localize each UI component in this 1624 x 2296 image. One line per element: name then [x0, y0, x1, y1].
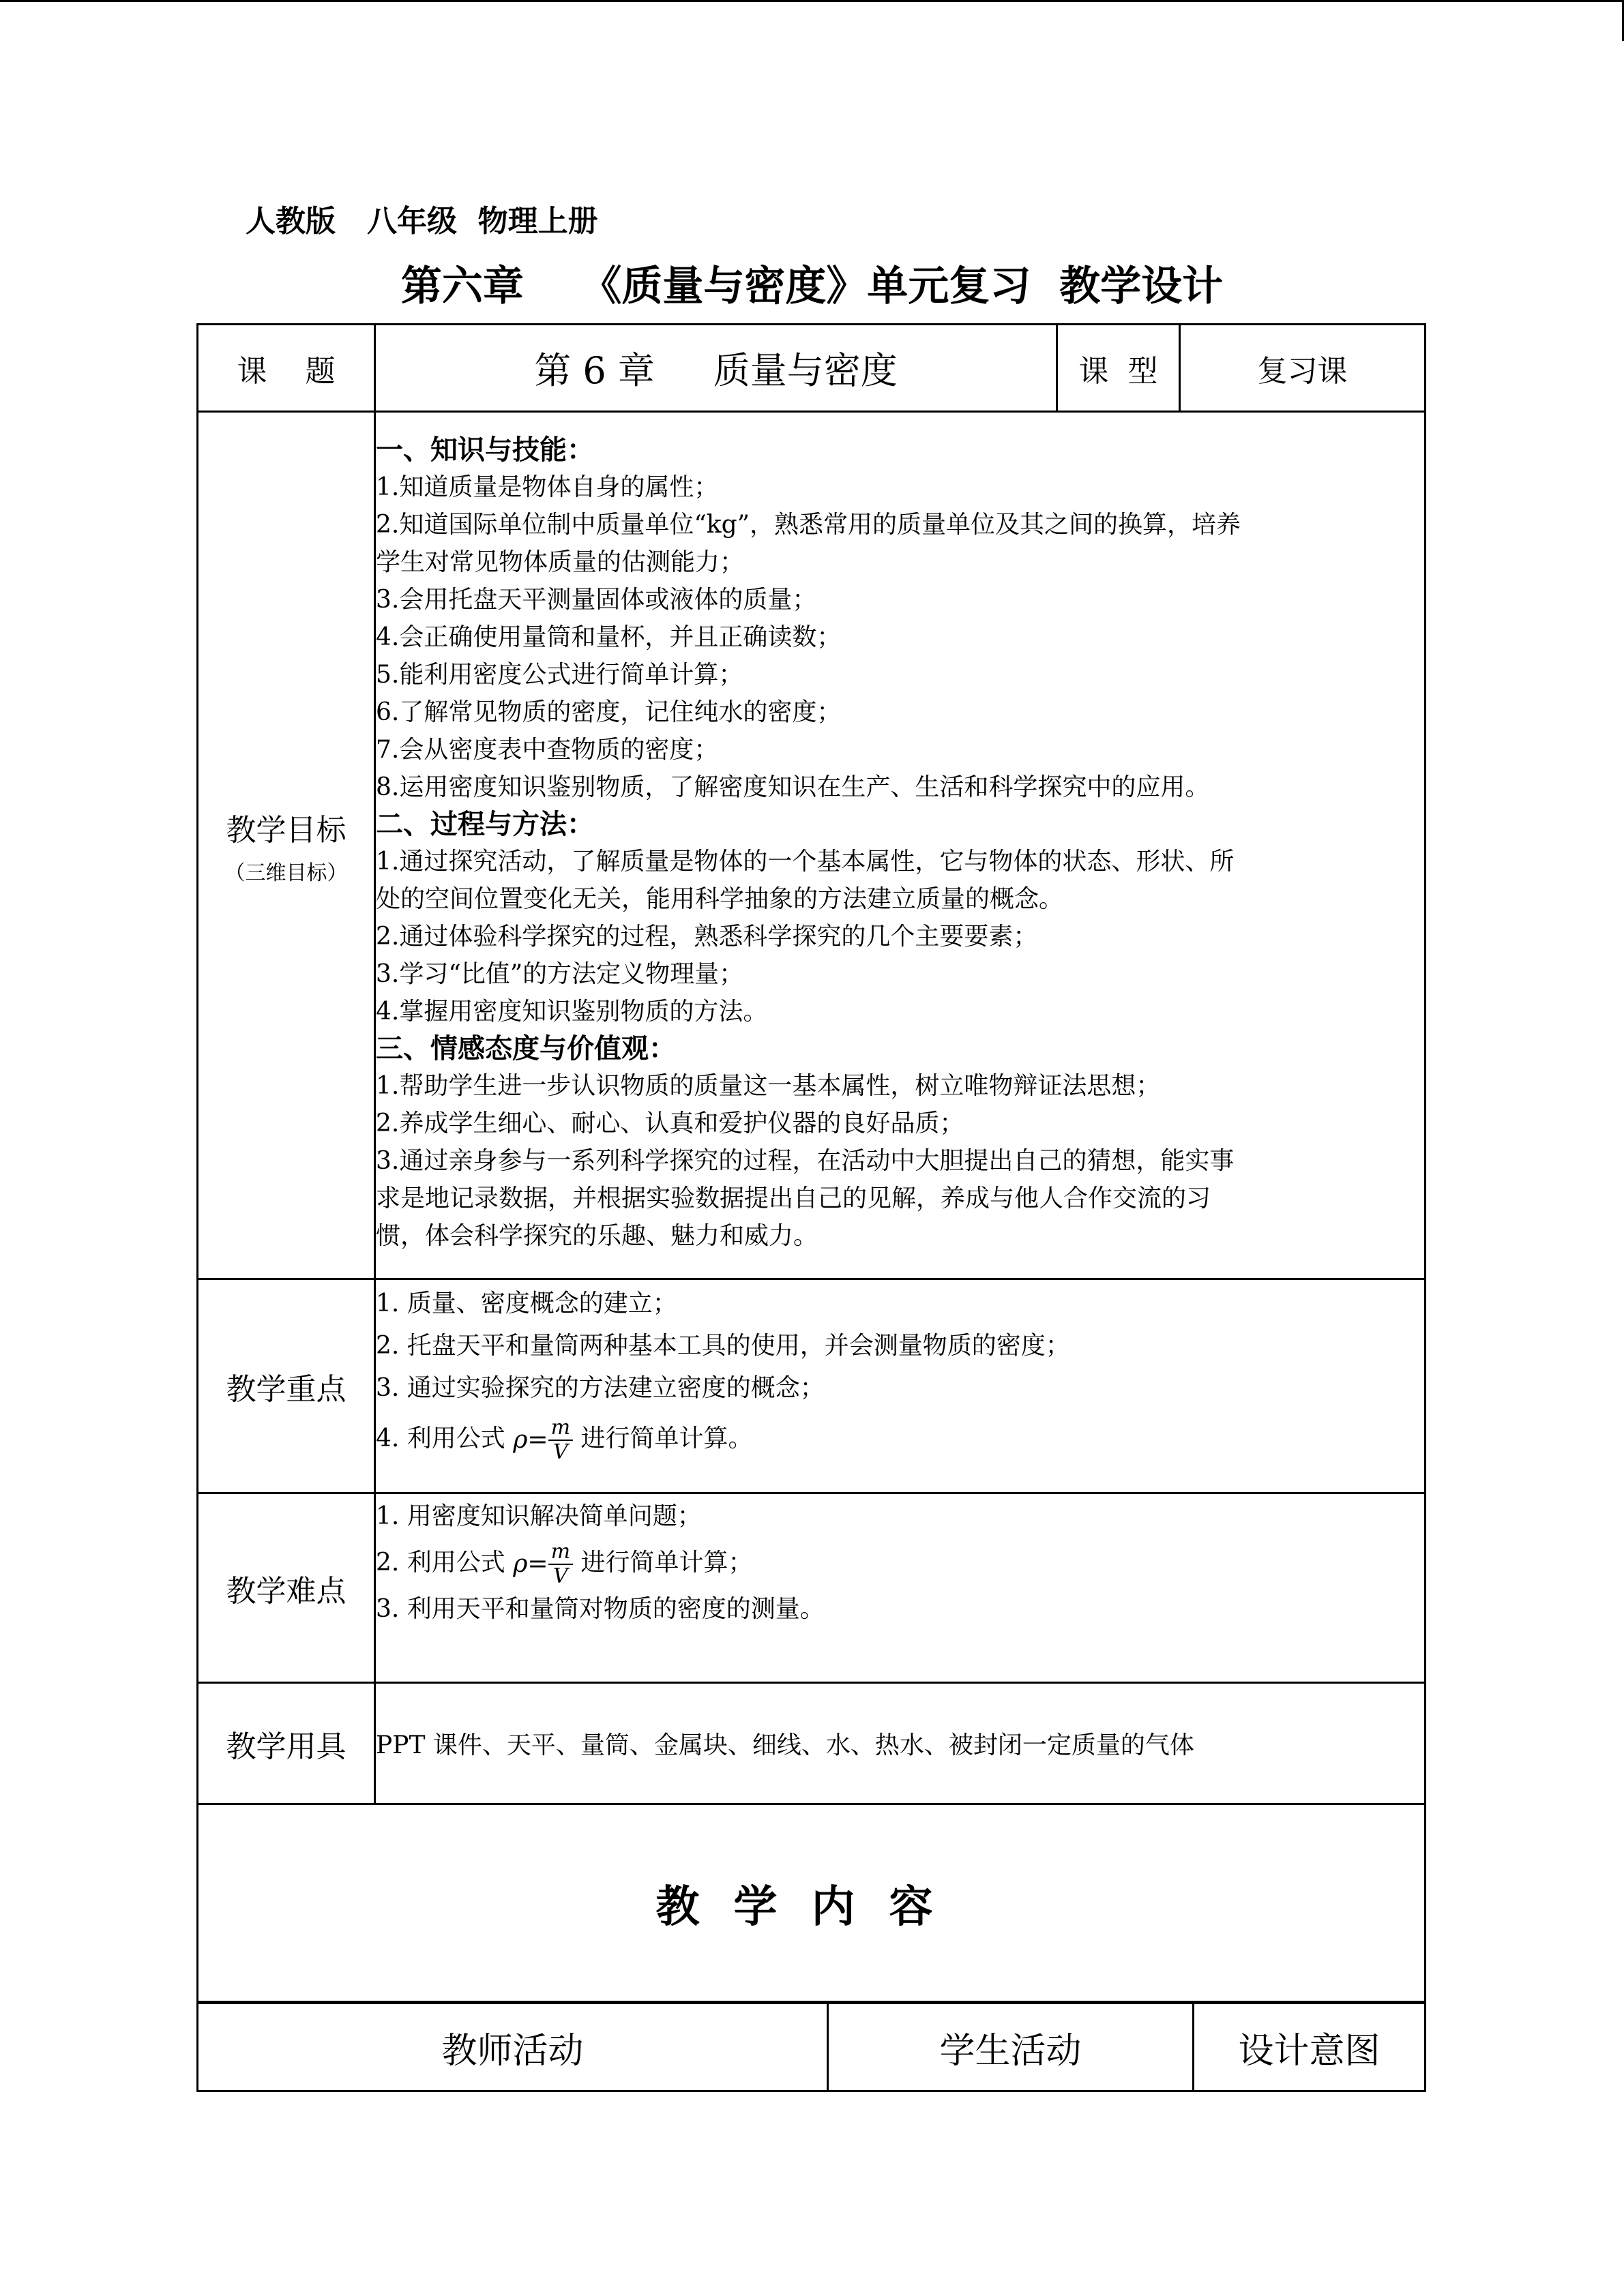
objective-line: 学生对常见物体质量的估测能力； [376, 548, 745, 576]
teacher-activity-header: 教师活动 [198, 2003, 828, 2091]
objective-line: 2.知道国际单位制中质量单位“kg”，熟悉常用的质量单位及其之间的换算，培养 [376, 511, 1241, 539]
objective-line: 求是地记录数据，并根据实验数据提出自己的见解，养成与他人合作交流的习 [376, 1184, 1211, 1212]
content-title: 教学内容 [198, 1804, 1426, 2002]
formula-numerator: m [548, 1540, 573, 1565]
topic-value: 第 6 章 质量与密度 [375, 325, 1057, 412]
difficulty-item: 1. 用密度知识解决简单问题； [376, 1502, 702, 1530]
density-formula [513, 1416, 573, 1464]
objective-line: 2.养成学生细心、耐心、认真和爱护仪器的良好品质； [376, 1109, 964, 1137]
formula-suffix: 进行简单计算。 [573, 1425, 753, 1452]
edition-line: 人教版 八年级 物理上册 [246, 204, 598, 239]
formula-denominator: V [552, 1440, 568, 1464]
type-value: 复习课 [1180, 325, 1426, 412]
formula-fraction [548, 1540, 573, 1588]
document-title: 第六章 《质量与密度》单元复习 教学设计 [400, 263, 1224, 310]
objective-line: 5.能利用密度公式进行简单计算； [376, 661, 743, 689]
topic-label: 课 题 [198, 325, 375, 412]
formula-rho: ρ= [513, 1426, 548, 1454]
tools-row [198, 1683, 1426, 1804]
objective-line: 1.帮助学生进一步认识物质的质量这一基本属性，树立唯物辩证法思想； [376, 1072, 1161, 1100]
key-point-item: 3. 通过实验探究的方法建立密度的概念； [376, 1374, 825, 1402]
activities-header-row [198, 2003, 1426, 2091]
tools-label: 教学用具 [198, 1683, 375, 1804]
section-title: 二、过程与方法： [376, 809, 594, 840]
objective-line: 7.会从密度表中查物质的密度； [376, 736, 719, 764]
objectives-row [198, 412, 1426, 1279]
formula-fraction [548, 1416, 573, 1464]
difficulties-content [375, 1493, 1426, 1683]
design-intent-header: 设计意图 [1194, 2003, 1426, 2091]
formula-prefix: 4. 利用公式 [376, 1425, 514, 1452]
difficulties-row [198, 1493, 1426, 1683]
difficulty-item: 3. 利用天平和量筒对物质的密度的测量。 [376, 1595, 825, 1623]
objective-line: 4.掌握用密度知识鉴别物质的方法。 [376, 998, 768, 1026]
difficulty-formula-line [376, 1540, 1424, 1588]
key-point-item: 1. 质量、密度概念的建立； [376, 1289, 677, 1317]
lesson-plan-table [196, 323, 1426, 2003]
content-title-row [198, 1804, 1426, 2002]
objective-line: 1.知道质量是物体自身的属性； [376, 473, 719, 501]
info-row [198, 325, 1426, 412]
key-points-label: 教学重点 [198, 1279, 375, 1493]
objective-line: 3.会用托盘天平测量固体或液体的质量； [376, 586, 817, 614]
objectives-content [375, 412, 1426, 1279]
objective-line: 处的空间位置变化无关，能用科学抽象的方法建立质量的概念。 [376, 885, 1064, 913]
density-formula [513, 1540, 573, 1588]
formula-numerator: m [548, 1416, 573, 1441]
formula-prefix: 2. 利用公式 [376, 1549, 514, 1577]
objective-line: 4.会正确使用量筒和量杯，并且正确读数； [376, 623, 842, 651]
objectives-label-cell [198, 412, 375, 1279]
top-border-line [0, 0, 1624, 2]
key-points-row [198, 1279, 1426, 1493]
key-point-item: 2. 托盘天平和量筒两种基本工具的使用，并会测量物质的密度； [376, 1332, 1070, 1360]
tools-value: PPT 课件、天平、量筒、金属块、细线、水、热水、被封闭一定质量的气体 [375, 1683, 1426, 1804]
objective-line: 3.学习“比值”的方法定义物理量； [376, 960, 744, 988]
formula-rho: ρ= [513, 1550, 548, 1578]
objective-line: 6.了解常见物质的密度，记住纯水的密度； [376, 698, 842, 726]
objectives-sublabel: （三维目标） [224, 861, 348, 885]
activities-header-table [196, 2002, 1426, 2092]
objective-line: 2.通过体验科学探究的过程，熟悉科学探究的几个主要要素； [376, 923, 1038, 951]
objective-line: 1.通过探究活动，了解质量是物体的一个基本属性，它与物体的状态、形状、所 [376, 848, 1235, 876]
key-points-content [375, 1279, 1426, 1493]
formula-suffix: 进行简单计算； [573, 1549, 753, 1577]
formula-denominator: V [552, 1564, 568, 1588]
student-activity-header: 学生活动 [828, 2003, 1194, 2091]
section-title: 三、情感态度与价值观： [376, 1033, 676, 1064]
difficulties-label: 教学难点 [198, 1493, 375, 1683]
objective-line: 惯，体会科学探究的乐趣、魅力和威力。 [376, 1222, 818, 1250]
objectives-label: 教学目标 [226, 812, 346, 848]
section-title: 一、知识与技能： [376, 434, 594, 466]
objective-line: 3.通过亲身参与一系列科学探究的过程，在活动中大胆提出自己的猜想，能实事 [376, 1147, 1235, 1175]
objective-line: 8.运用密度知识鉴别物质，了解密度知识在生产、生活和科学探究中的应用。 [376, 773, 1210, 801]
key-point-formula-line [376, 1416, 1424, 1464]
type-label: 课 型 [1057, 325, 1180, 412]
